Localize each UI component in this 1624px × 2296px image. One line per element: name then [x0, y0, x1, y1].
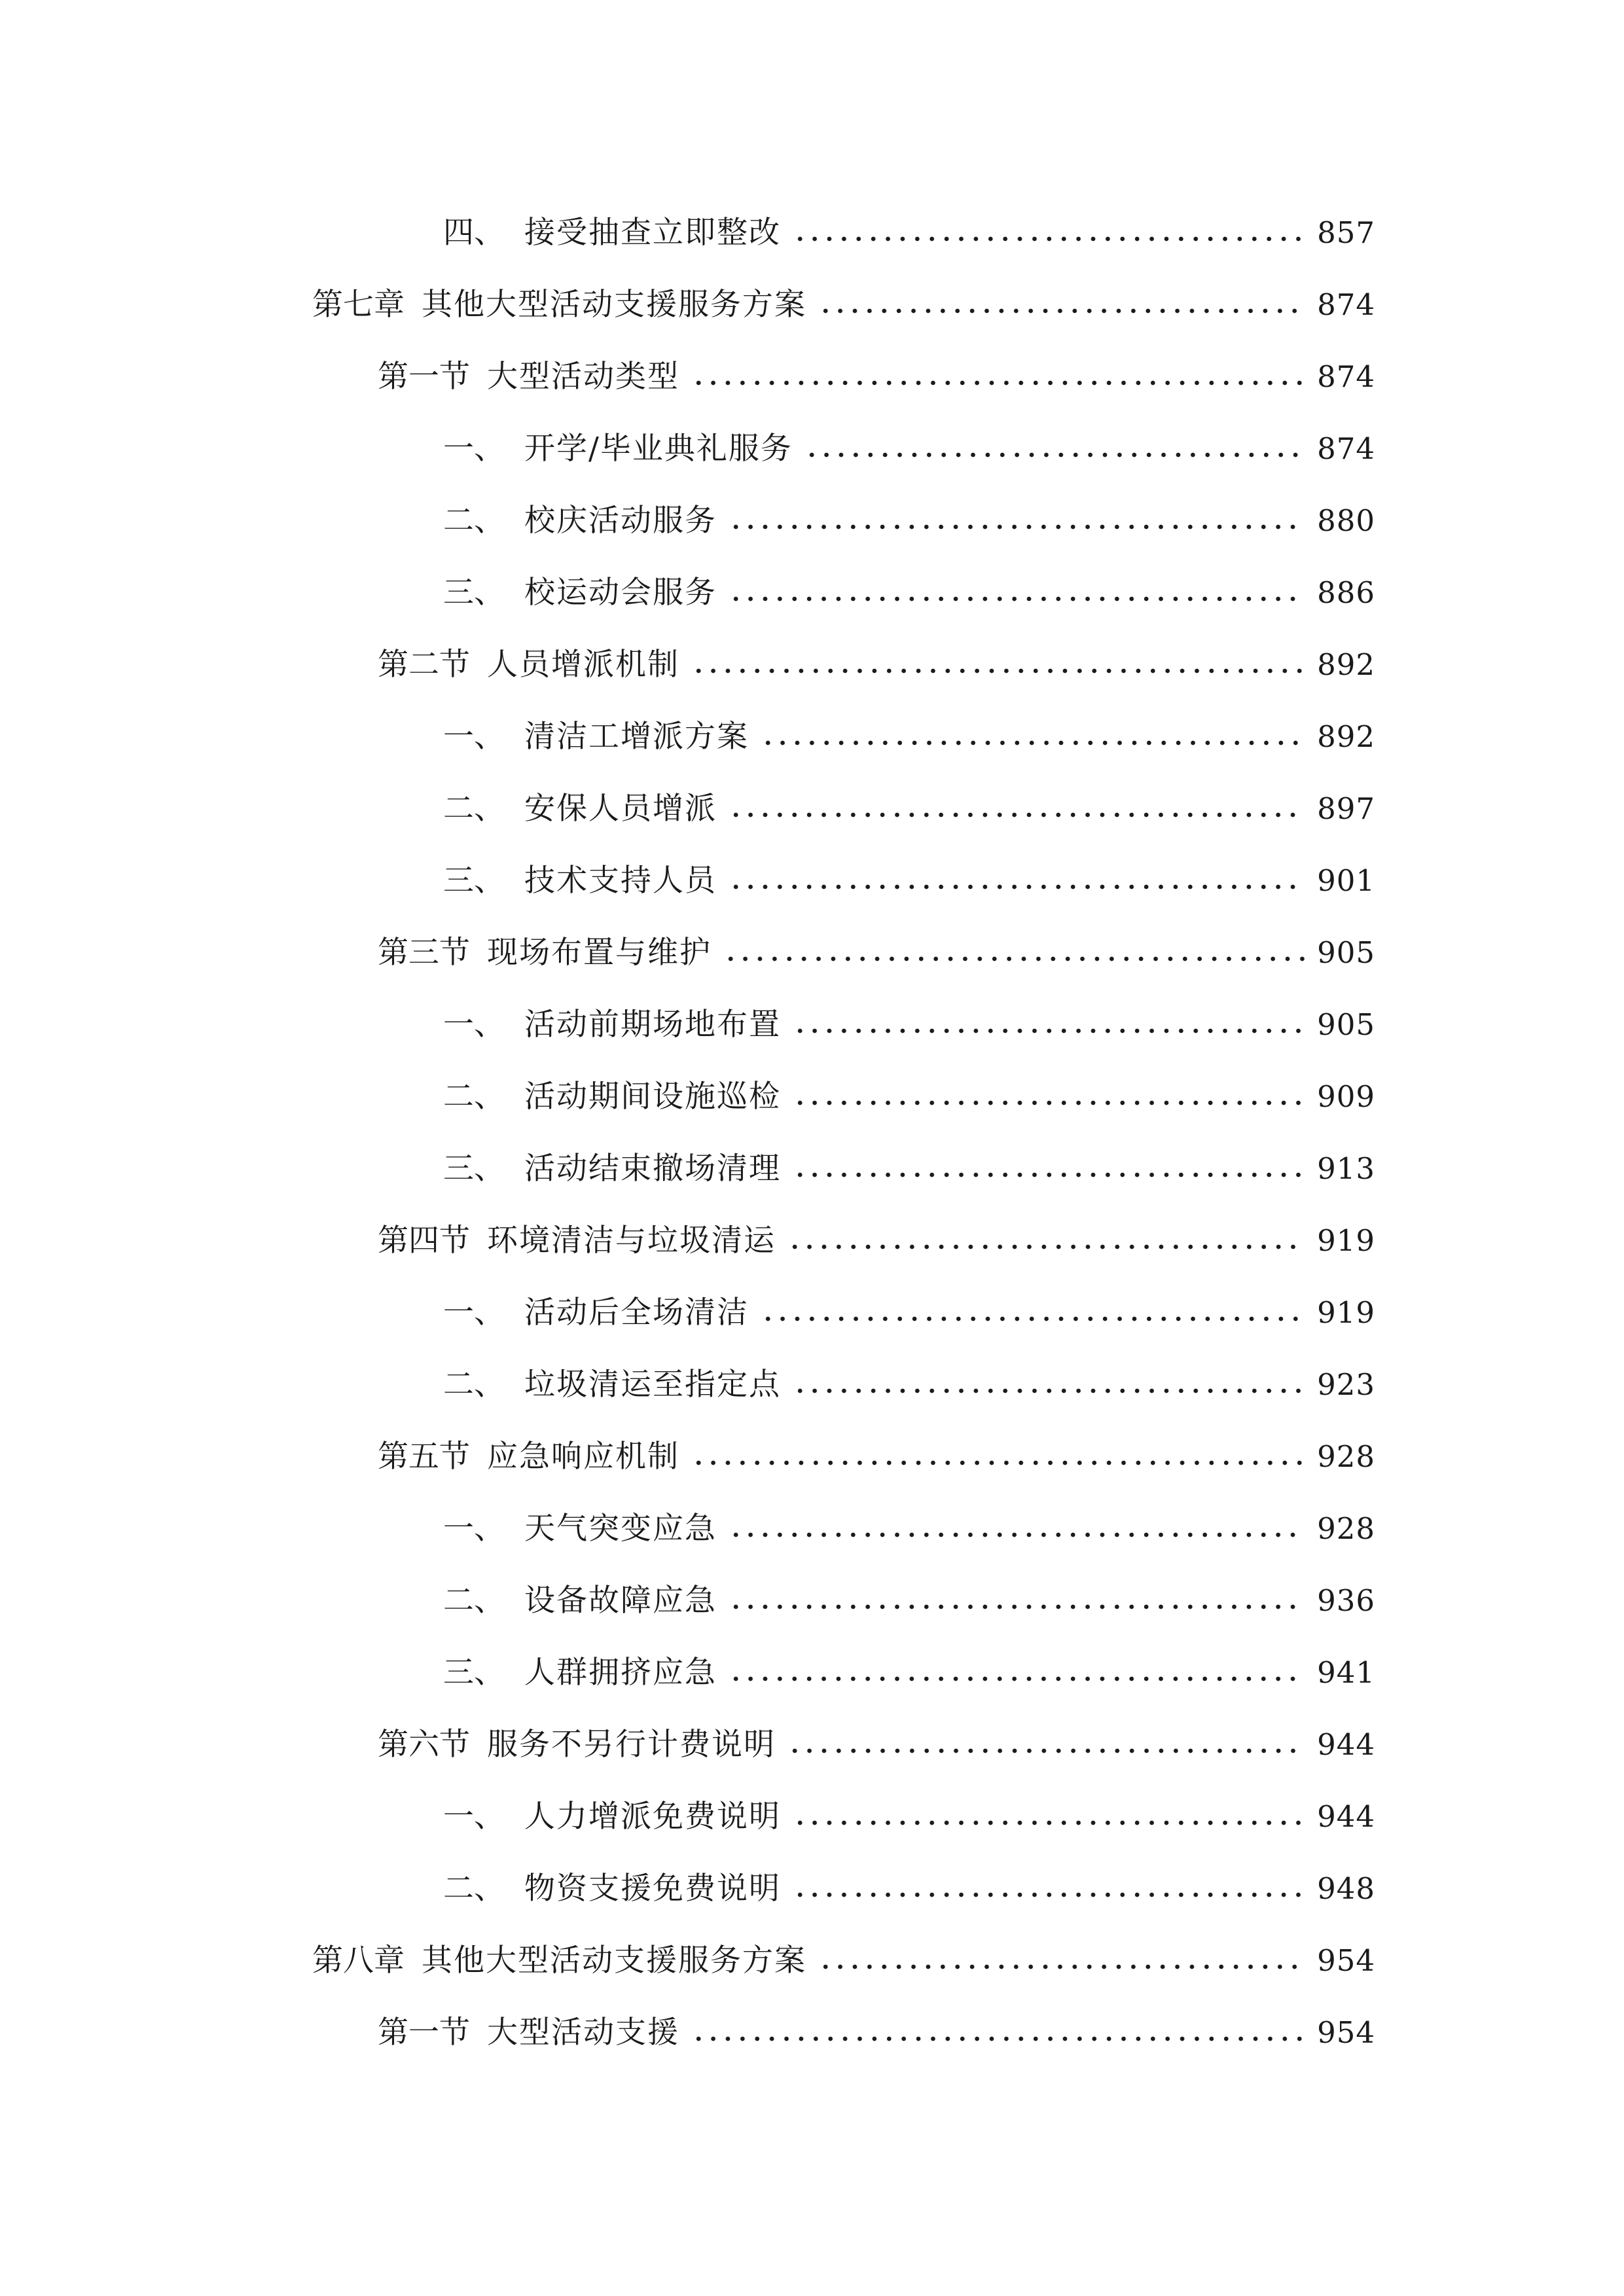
- toc-entry-page: 886: [1317, 575, 1375, 610]
- toc-entry[interactable]: [0, 1564, 1624, 1636]
- toc-entry-page: 874: [1317, 359, 1375, 394]
- dot-leader: [729, 524, 1305, 530]
- dot-leader: [793, 1820, 1305, 1826]
- toc-entry[interactable]: [0, 1420, 1624, 1492]
- toc-entry-number: 第七章: [312, 286, 405, 323]
- toc-entry-page: 954: [1317, 1943, 1375, 1978]
- toc-entry-page: 905: [1317, 1007, 1375, 1042]
- toc-entry-title: 其他大型活动支援服务方案: [422, 286, 806, 323]
- toc-entry-page: 919: [1317, 1223, 1375, 1258]
- toc-entry-title: 人群拥挤应急: [524, 1654, 717, 1691]
- toc-entry-title: 开学/毕业典礼服务: [524, 430, 793, 467]
- dot-leader: [793, 1388, 1305, 1394]
- toc-entry[interactable]: [0, 1780, 1624, 1852]
- toc-entry-page: 919: [1317, 1295, 1375, 1330]
- toc-entry-page: 913: [1317, 1151, 1375, 1186]
- dot-leader: [729, 596, 1305, 602]
- toc-entry-number: 三、: [443, 574, 505, 611]
- toc-entry-number: 二、: [443, 502, 505, 539]
- toc-entry-title: 现场布置与维护: [487, 934, 712, 971]
- toc-entry-title: 物资支援免费说明: [524, 1870, 781, 1907]
- toc-entry[interactable]: [0, 1708, 1624, 1780]
- toc-entry-title: 校庆活动服务: [524, 502, 717, 539]
- toc-entry[interactable]: [0, 988, 1624, 1060]
- dot-leader: [787, 1748, 1305, 1754]
- dot-leader: [793, 236, 1305, 242]
- toc-entry-title: 环境清洁与垃圾清运: [487, 1222, 776, 1259]
- toc-entry-title: 设备故障应急: [524, 1582, 717, 1619]
- toc-entry[interactable]: [0, 1204, 1624, 1276]
- toc-entry-number: 第一节: [378, 2014, 470, 2051]
- toc-entry-page: 897: [1317, 791, 1375, 826]
- toc-entry-title: 接受抽查立即整改: [524, 214, 781, 251]
- dot-leader: [818, 1964, 1305, 1970]
- toc-entry-page: 892: [1317, 647, 1375, 682]
- toc-entry-title: 应急响应机制: [487, 1438, 679, 1475]
- dot-leader: [691, 2036, 1305, 2042]
- dot-leader: [793, 1172, 1305, 1178]
- toc-entry-page: 923: [1317, 1367, 1375, 1402]
- toc-entry-number: 二、: [443, 1870, 505, 1907]
- toc-entry-number: 一、: [443, 1798, 505, 1835]
- toc-entry-page: 874: [1317, 431, 1375, 466]
- toc-entry[interactable]: [0, 196, 1624, 268]
- toc-entry-page: 909: [1317, 1079, 1375, 1114]
- toc-entry-number: 第一节: [378, 358, 470, 395]
- toc-entry-title: 技术支持人员: [524, 862, 717, 899]
- dot-leader: [729, 1532, 1305, 1538]
- toc-entry-number: 第六节: [378, 1726, 470, 1763]
- toc-entry-page: 892: [1317, 719, 1375, 754]
- toc-entry-number: 第四节: [378, 1222, 470, 1259]
- toc-entry-page: 944: [1317, 1727, 1375, 1762]
- toc-entry[interactable]: [0, 1276, 1624, 1348]
- toc-entry[interactable]: [0, 412, 1624, 484]
- toc-entry[interactable]: [0, 1348, 1624, 1420]
- toc-entry-title: 其他大型活动支援服务方案: [422, 1942, 806, 1979]
- toc-entry-page: 857: [1317, 215, 1375, 250]
- dot-leader: [691, 1460, 1305, 1466]
- toc-entry-number: 一、: [443, 1006, 505, 1043]
- dot-leader: [793, 1892, 1305, 1898]
- toc-entry-number: 一、: [443, 1294, 505, 1331]
- toc-entry-title: 校运动会服务: [524, 574, 717, 611]
- toc-entry-number: 三、: [443, 1150, 505, 1187]
- toc-entry-number: 二、: [443, 1366, 505, 1403]
- toc-entry[interactable]: [0, 916, 1624, 988]
- toc-entry-title: 活动前期场地布置: [524, 1006, 781, 1043]
- toc-entry-page: 948: [1317, 1871, 1375, 1906]
- toc-entry-title: 服务不另行计费说明: [487, 1726, 776, 1763]
- toc-entry[interactable]: [0, 268, 1624, 340]
- toc-entry[interactable]: [0, 1852, 1624, 1924]
- toc-entry[interactable]: [0, 340, 1624, 412]
- table-of-contents: [0, 196, 1624, 2068]
- toc-entry[interactable]: [0, 1060, 1624, 1132]
- toc-entry-number: 第二节: [378, 646, 470, 683]
- toc-entry[interactable]: [0, 700, 1624, 772]
- dot-leader: [787, 1244, 1305, 1250]
- toc-entry[interactable]: [0, 628, 1624, 700]
- toc-entry-title: 活动结束撤场清理: [524, 1150, 781, 1187]
- toc-entry-title: 人员增派机制: [487, 646, 679, 683]
- toc-entry-title: 活动期间设施巡检: [524, 1078, 781, 1115]
- toc-entry-number: 第八章: [312, 1942, 405, 1979]
- toc-entry-title: 大型活动支援: [487, 2014, 679, 2051]
- toc-entry[interactable]: [0, 1492, 1624, 1564]
- toc-entry[interactable]: [0, 556, 1624, 628]
- dot-leader: [761, 740, 1305, 746]
- toc-entry-page: 954: [1317, 2015, 1375, 2050]
- dot-leader: [691, 380, 1305, 386]
- dot-leader: [729, 884, 1305, 890]
- toc-entry-number: 第三节: [378, 934, 470, 971]
- toc-entry-number: 第五节: [378, 1438, 470, 1475]
- toc-entry-title: 清洁工增派方案: [524, 718, 749, 755]
- dot-leader: [729, 1604, 1305, 1610]
- dot-leader: [793, 1028, 1305, 1034]
- toc-entry-title: 活动后全场清洁: [524, 1294, 749, 1331]
- toc-entry[interactable]: [0, 1636, 1624, 1708]
- toc-entry-number: 四、: [443, 214, 505, 251]
- toc-entry-title: 安保人员增派: [524, 790, 717, 827]
- toc-entry[interactable]: [0, 844, 1624, 916]
- toc-entry-page: 905: [1317, 935, 1375, 970]
- toc-entry-title: 人力增派免费说明: [524, 1798, 781, 1835]
- toc-entry[interactable]: [0, 1996, 1624, 2068]
- toc-entry[interactable]: [0, 1924, 1624, 1996]
- toc-entry-page: 901: [1317, 863, 1375, 898]
- dot-leader: [729, 1676, 1305, 1682]
- dot-leader: [804, 452, 1305, 458]
- toc-entry-number: 一、: [443, 1510, 505, 1547]
- dot-leader: [723, 956, 1305, 962]
- toc-entry-number: 一、: [443, 430, 505, 467]
- toc-entry[interactable]: [0, 484, 1624, 556]
- dot-leader: [729, 812, 1305, 818]
- toc-entry-page: 944: [1317, 1799, 1375, 1834]
- toc-entry-title: 天气突变应急: [524, 1510, 717, 1547]
- dot-leader: [793, 1100, 1305, 1106]
- toc-entry-title: 垃圾清运至指定点: [524, 1366, 781, 1403]
- toc-entry-number: 三、: [443, 862, 505, 899]
- toc-entry-page: 928: [1317, 1511, 1375, 1546]
- toc-entry-number: 二、: [443, 1582, 505, 1619]
- toc-entry-title: 大型活动类型: [487, 358, 679, 395]
- toc-entry-number: 三、: [443, 1654, 505, 1691]
- toc-entry-number: 二、: [443, 790, 505, 827]
- dot-leader: [691, 668, 1305, 674]
- toc-entry[interactable]: [0, 772, 1624, 844]
- toc-entry-page: 928: [1317, 1439, 1375, 1474]
- toc-entry-page: 941: [1317, 1655, 1375, 1690]
- toc-entry-page: 880: [1317, 503, 1375, 538]
- toc-entry-page: 936: [1317, 1583, 1375, 1618]
- toc-entry-number: 二、: [443, 1078, 505, 1115]
- toc-entry-number: 一、: [443, 718, 505, 755]
- toc-entry[interactable]: [0, 1132, 1624, 1204]
- dot-leader: [761, 1316, 1305, 1322]
- toc-entry-page: 874: [1317, 287, 1375, 322]
- dot-leader: [818, 308, 1305, 314]
